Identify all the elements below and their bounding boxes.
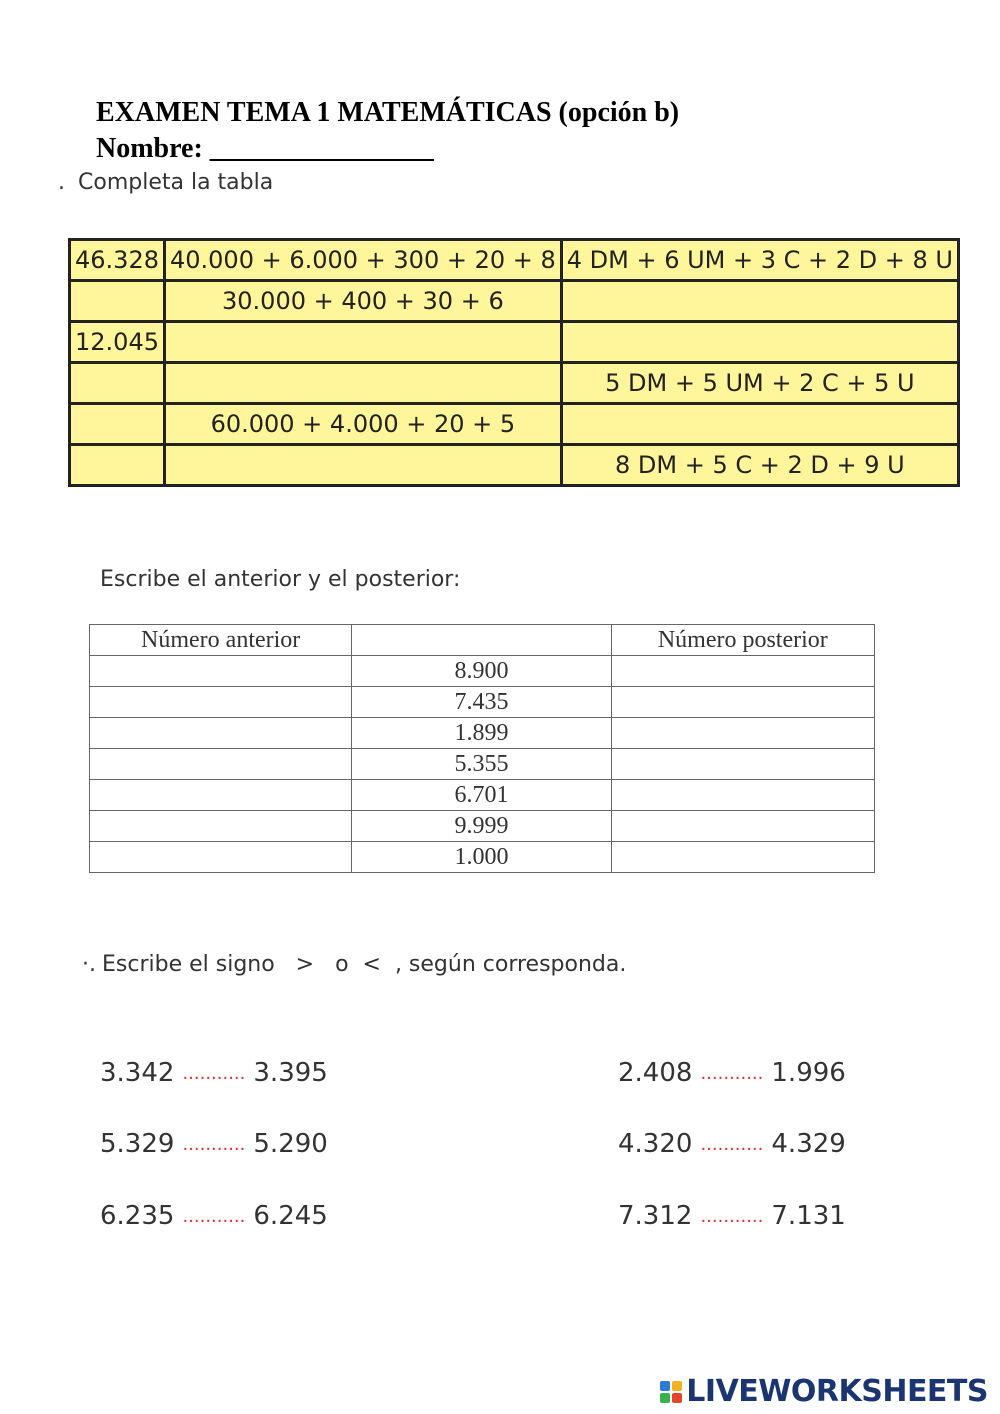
table-cell: 8 DM + 5 C + 2 D + 9 U bbox=[561, 445, 958, 486]
answer-cell[interactable] bbox=[561, 322, 958, 363]
comparison-item bbox=[100, 1058, 328, 1088]
table-cell: 46.328 bbox=[70, 240, 165, 281]
answer-blank[interactable]: ........... bbox=[182, 1063, 246, 1084]
number-cell: 1.000 bbox=[352, 842, 611, 873]
answer-blank[interactable]: ........... bbox=[700, 1063, 764, 1084]
previous-answer-cell[interactable] bbox=[90, 718, 352, 749]
previous-answer-cell[interactable] bbox=[90, 842, 352, 873]
table-cell: 12.045 bbox=[70, 322, 165, 363]
table-cell: 4 DM + 6 UM + 3 C + 2 D + 8 U bbox=[561, 240, 958, 281]
comparison-item bbox=[618, 1058, 846, 1088]
liveworksheets-logo-icon bbox=[660, 1381, 682, 1403]
answer-blank[interactable]: ........... bbox=[700, 1134, 764, 1155]
section1-bullet: . bbox=[58, 170, 65, 195]
comparison-right-number: 6.245 bbox=[253, 1201, 328, 1231]
next-answer-cell[interactable] bbox=[611, 656, 874, 687]
comparison-left-number: 6.235 bbox=[100, 1201, 175, 1231]
page-title: EXAMEN TEMA 1 MATEMÁTICAS (opción b) bbox=[96, 97, 680, 128]
table-row bbox=[90, 687, 875, 718]
answer-blank[interactable]: ........... bbox=[182, 1134, 246, 1155]
comparison-right-number: 3.395 bbox=[253, 1058, 328, 1088]
answer-cell[interactable] bbox=[70, 363, 165, 404]
comparison-right-number: 5.290 bbox=[253, 1129, 328, 1159]
table-cell: 5 DM + 5 UM + 2 C + 5 U bbox=[561, 363, 958, 404]
comparison-left-number: 4.320 bbox=[618, 1129, 693, 1159]
comparison-right-number: 1.996 bbox=[771, 1058, 846, 1088]
answer-cell[interactable] bbox=[70, 281, 165, 322]
comparison-right-number: 7.131 bbox=[771, 1201, 846, 1231]
comparison-left-number: 2.408 bbox=[618, 1058, 693, 1088]
section1-instruction: Completa la tabla bbox=[78, 170, 274, 195]
comparison-right-number: 4.329 bbox=[771, 1129, 846, 1159]
answer-blank[interactable]: ........... bbox=[182, 1206, 246, 1227]
number-cell: 6.701 bbox=[352, 780, 611, 811]
answer-cell[interactable] bbox=[164, 445, 561, 486]
next-answer-cell[interactable] bbox=[611, 749, 874, 780]
column-header-previous: Número anterior bbox=[90, 625, 352, 656]
answer-cell[interactable] bbox=[70, 445, 165, 486]
section2-instruction: Escribe el anterior y el posterior: bbox=[100, 567, 461, 592]
column-header-number bbox=[352, 625, 611, 656]
comparison-left-number: 5.329 bbox=[100, 1129, 175, 1159]
answer-cell[interactable] bbox=[164, 322, 561, 363]
comparison-left-number: 3.342 bbox=[100, 1058, 175, 1088]
liveworksheets-logo[interactable] bbox=[660, 1374, 988, 1409]
number-cell: 7.435 bbox=[352, 687, 611, 718]
table-row bbox=[90, 718, 875, 749]
previous-answer-cell[interactable] bbox=[90, 687, 352, 718]
answer-cell[interactable] bbox=[164, 363, 561, 404]
previous-answer-cell[interactable] bbox=[90, 749, 352, 780]
table-row bbox=[70, 445, 959, 486]
logo-text: LIVEWORKSHEETS bbox=[686, 1374, 988, 1409]
section3-bullet: ·. bbox=[82, 952, 96, 977]
table-row bbox=[90, 656, 875, 687]
table-cell: 40.000 + 6.000 + 300 + 20 + 8 bbox=[164, 240, 561, 281]
name-field-label: Nombre: ________________ bbox=[96, 133, 434, 164]
number-cell: 8.900 bbox=[352, 656, 611, 687]
comparison-left-number: 7.312 bbox=[618, 1201, 693, 1231]
previous-answer-cell[interactable] bbox=[90, 780, 352, 811]
previous-next-table bbox=[89, 624, 875, 873]
comparison-item bbox=[100, 1201, 328, 1231]
table-row bbox=[70, 322, 959, 363]
comparison-item bbox=[618, 1201, 846, 1231]
comparison-item bbox=[618, 1129, 846, 1159]
table-row bbox=[70, 363, 959, 404]
next-answer-cell[interactable] bbox=[611, 687, 874, 718]
comparison-item bbox=[100, 1129, 328, 1159]
table-row bbox=[90, 842, 875, 873]
previous-answer-cell[interactable] bbox=[90, 656, 352, 687]
number-cell: 9.999 bbox=[352, 811, 611, 842]
next-answer-cell[interactable] bbox=[611, 780, 874, 811]
next-answer-cell[interactable] bbox=[611, 842, 874, 873]
number-cell: 1.899 bbox=[352, 718, 611, 749]
next-answer-cell[interactable] bbox=[611, 718, 874, 749]
answer-blank[interactable]: ........... bbox=[700, 1206, 764, 1227]
table-row bbox=[70, 404, 959, 445]
table-row bbox=[70, 281, 959, 322]
decomposition-table bbox=[68, 238, 960, 487]
previous-answer-cell[interactable] bbox=[90, 811, 352, 842]
next-answer-cell[interactable] bbox=[611, 811, 874, 842]
table-header-row bbox=[90, 625, 875, 656]
table-cell: 30.000 + 400 + 30 + 6 bbox=[164, 281, 561, 322]
number-cell: 5.355 bbox=[352, 749, 611, 780]
answer-cell[interactable] bbox=[70, 404, 165, 445]
table-row bbox=[90, 749, 875, 780]
answer-cell[interactable] bbox=[561, 404, 958, 445]
table-row bbox=[90, 780, 875, 811]
table-row bbox=[70, 240, 959, 281]
column-header-next: Número posterior bbox=[611, 625, 874, 656]
table-row bbox=[90, 811, 875, 842]
answer-cell[interactable] bbox=[561, 281, 958, 322]
section3-instruction: Escribe el signo > o < , según corresponda. bbox=[102, 952, 627, 977]
table-cell: 60.000 + 4.000 + 20 + 5 bbox=[164, 404, 561, 445]
